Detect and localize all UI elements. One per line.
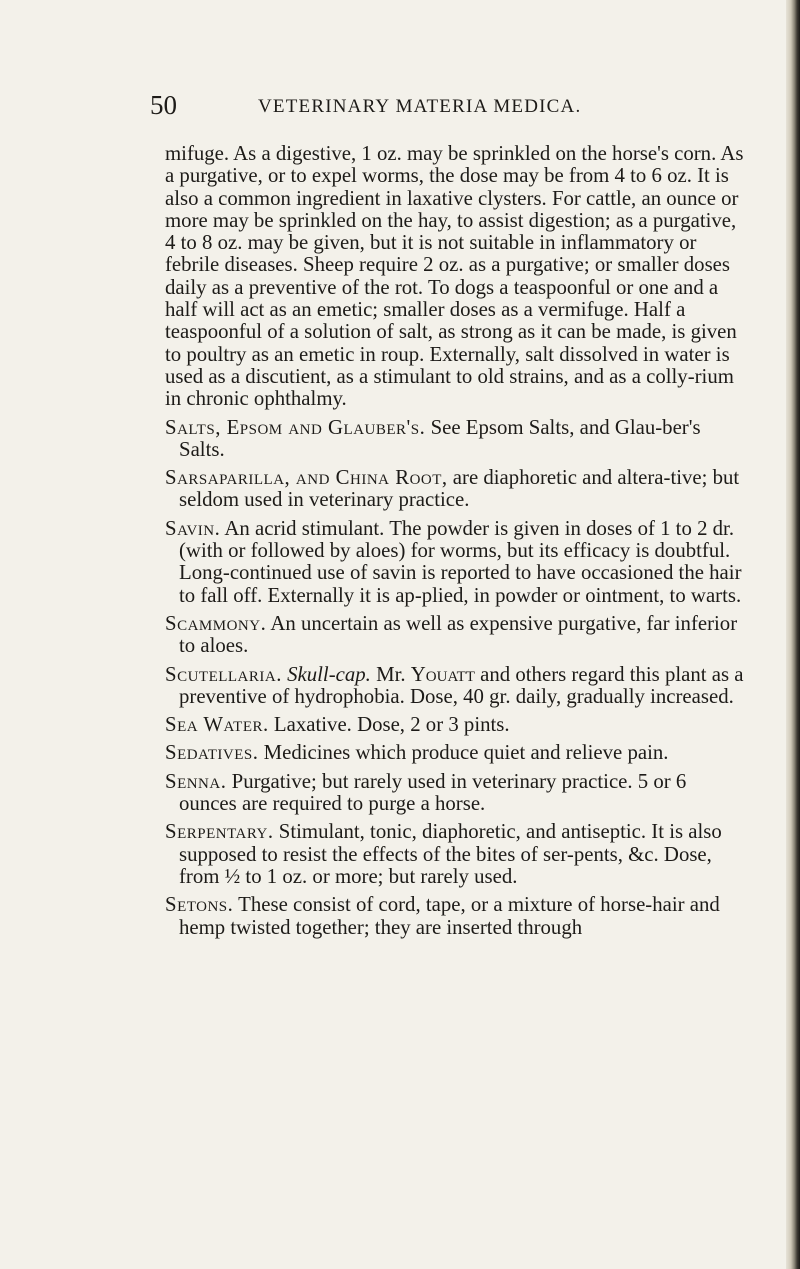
entry-text: are diaphoretic and altera-tive; but seldom used in veterinary practice. (179, 466, 740, 512)
entry-sarsaparilla (165, 467, 745, 512)
entry-text: Medicines which produce quiet and relieve pain. (263, 741, 669, 765)
entry-scammony (165, 613, 745, 658)
entry-term: Serpentary. (165, 820, 274, 844)
entry-term: Salts, Epsom and Glauber's. (165, 415, 426, 439)
page-header (150, 90, 750, 124)
entry-term: Savin. (165, 516, 221, 540)
entry-term: Sedatives. (165, 741, 259, 765)
entry-salts (165, 417, 745, 462)
continued-paragraph: mifuge. As a digestive, 1 oz. may be sprinkled on the horse's corn. As a purgative, or to expel worms, the dose may be from 4 to 6 oz. It is also a common ingredient in laxative clysters. For cattle, an ounce or more may be sprinkled on the hay, to assist digestion; as a purgative, 4 to 8 oz. may be given, but it is not suitable in inflammatory or febrile diseases. Sheep require 2 oz. as a purgative; or smaller doses daily as a preventive of the rot. To dogs a teaspoonful or one and a half will act as an emetic; smaller doses as a vermifuge. Half a teaspoonful of a solution of salt, as strong as it can be made, is given to poultry as an emetic in roup. Externally, salt dissolved in water is used as a discutient, as a stimulant to old strains, and as a colly-rium in chronic ophthalmy. (165, 142, 744, 411)
running-title: VETERINARY MATERIA MEDICA. (258, 96, 582, 117)
entry-authority: Youatt (410, 662, 475, 686)
entry-senna (165, 771, 745, 816)
entry-serpentary (165, 821, 745, 888)
page-number: 50 (150, 90, 177, 120)
entry-sea-water (165, 714, 745, 736)
page-edge-shadow (786, 0, 800, 1269)
entry-scutellaria (165, 664, 745, 709)
entry-term: Scutellaria. (165, 662, 282, 686)
page-body (165, 143, 745, 939)
entry-term: Senna. (165, 769, 227, 793)
entry-text: and others regard this plant as a preventive of hydrophobia. Dose, 40 gr. daily, gradually increased. (179, 662, 744, 708)
entry-term: Sea Water. (165, 713, 269, 737)
entry-term: Scammony. (165, 611, 267, 635)
entry-text: An uncertain as well as expensive purgative, far inferior to aloes. (179, 611, 738, 658)
entry-term: Setons. (165, 893, 234, 917)
entry-sedatives (165, 742, 745, 764)
entry-text: See Epsom Salts, and Glau-ber's Salts. (179, 415, 701, 461)
entry-setons (165, 894, 745, 939)
entry-text: These consist of cord, tape, or a mixture of horse-hair and hemp twisted together; they are inserted through (179, 893, 720, 939)
entry-text: An acrid stimulant. The powder is given in doses of 1 to 2 dr. (with or followed by aloes) for worms, but its efficacy is doubtful. Long-continued use of savin is reported to have occasioned the hair to fall off. Externally it is ap-plied, in powder or ointment, to warts. (179, 516, 742, 607)
entry-authority-prefix: Mr. (376, 662, 406, 686)
entry-text: Laxative. Dose, 2 or 3 pints. (273, 713, 510, 737)
entry-text: Stimulant, tonic, diaphoretic, and antiseptic. It is also supposed to resist the effects of the bites of ser-pents, &c. Dose, from ½ to 1 oz. or more; but rarely used. (179, 820, 722, 888)
entry-term: Sarsaparilla, and China Root, (165, 466, 448, 490)
entry-text: Purgative; but rarely used in veterinary practice. 5 or 6 ounces are required to purge a horse. (179, 769, 687, 816)
entry-alt-name: Skull-cap. (287, 662, 371, 686)
entry-savin (165, 518, 745, 607)
